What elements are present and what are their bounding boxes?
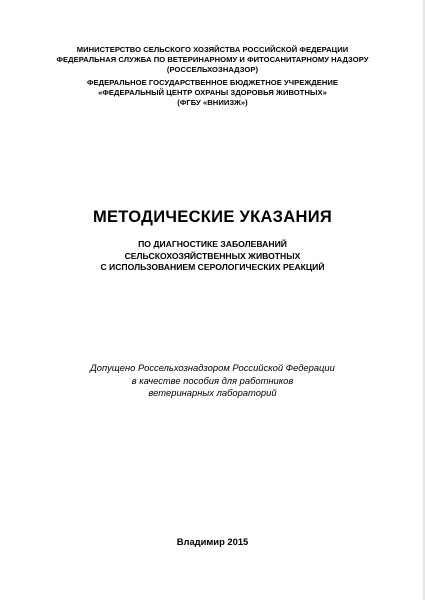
subtitle-line: С ИСПОЛЬЗОВАНИЕМ СЕРОЛОГИЧЕСКИХ РЕАКЦИЙ: [100, 262, 325, 272]
institution-line: ФЕДЕРАЛЬНОЕ ГОСУДАРСТВЕННОЕ БЮДЖЕТНОЕ УЧРЕЖДЕНИЕ: [86, 78, 339, 87]
approval-line: в качестве пособия для работников: [131, 374, 294, 386]
subtitle-line: СЕЛЬСКОХОЗЯЙСТВЕННЫХ ЖИВОТНЫХ: [124, 250, 301, 261]
approval-line: Допущено Россельхознадзором Российской Федерации: [90, 362, 335, 373]
document-subtitle: [0, 239, 425, 274]
institution-name-line: «ФЕДЕРАЛЬНЫЙ ЦЕНТР ОХРАНЫ ЗДОРОВЬЯ ЖИВОТНЫХ»: [98, 88, 327, 97]
subtitle-line: ПО ДИАГНОСТИКЕ ЗАБОЛЕВАНИЙ: [138, 239, 287, 249]
service-line: ФЕДЕРАЛЬНАЯ СЛУЖБА ПО ВЕТЕРИНАРНОМУ И ФИТОСАНИТАРНОМУ НАДЗОРУ: [56, 55, 369, 64]
approval-line: ветеринарных лабораторий: [148, 387, 277, 398]
organization-header: [0, 45, 425, 108]
ministry-line: МИНИСТЕРСТВО СЕЛЬСКОГО ХОЗЯЙСТВА РОССИЙСКОЙ ФЕДЕРАЦИИ: [76, 45, 349, 54]
service-abbrev-line: (РОССЕЛЬХОЗНАДЗОР): [166, 65, 259, 74]
approval-note: [0, 362, 425, 400]
city-year: Владимир 2015: [176, 536, 249, 547]
institution-abbrev-line: (ФГБУ «ВНИИЗЖ»): [177, 98, 248, 107]
document-title: МЕТОДИЧЕСКИЕ УКАЗАНИЯ: [92, 208, 333, 226]
